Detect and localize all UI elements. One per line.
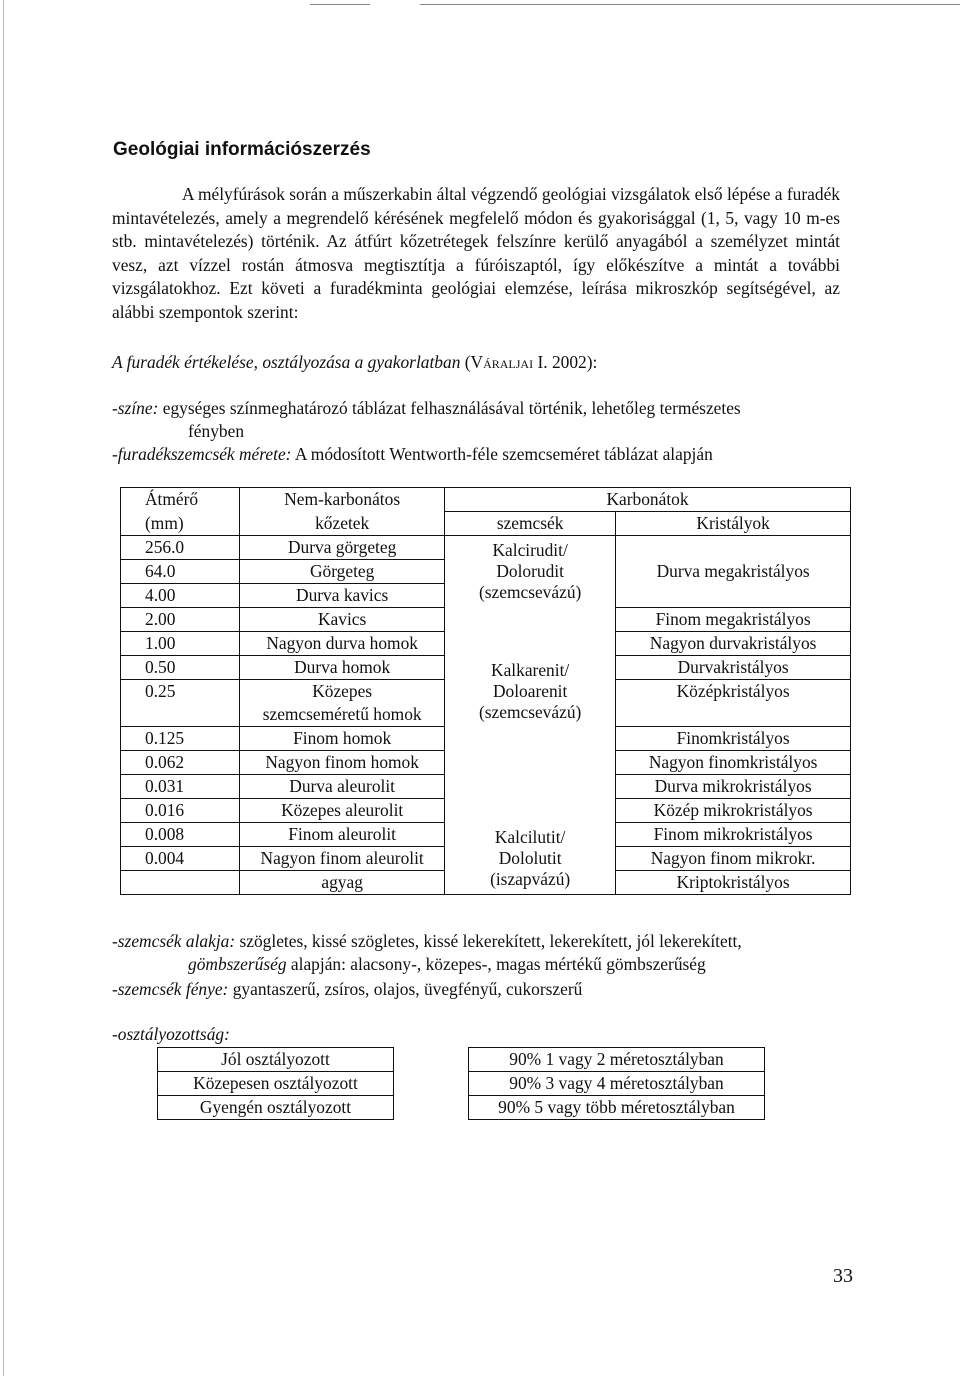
table-row: 0.008 Finom aleurolit Kalcilutit/ Dololutit (iszapvázú) Finom mikrokristályos [121, 823, 851, 847]
header-noncarbonate: Nem-karbonátos [240, 488, 445, 512]
table-header-row [121, 512, 851, 536]
table-row: 0.016 Közepes aleurolit Közép mikrokristályos [121, 799, 851, 823]
table-header-row [121, 488, 851, 512]
header-grain: szemcsék [445, 512, 616, 536]
table-row: 0.062 Nagyon finom homok Nagyon finomkristályos [121, 751, 851, 775]
table-row: 64.0 Görgeteg [121, 560, 851, 584]
table-row: Gyengén osztályozott 90% 5 vagy több méretosztályban [158, 1096, 765, 1120]
criterion-size: -furadékszemcsék mérete: A módosított Wentworth-féle szemcseméret táblázat alapján [112, 444, 713, 464]
criterion-color: -színe: egységes színmeghatározó táblázat felhasználásával történik, lehetőleg természetes fényben [112, 398, 741, 441]
table-row: 0.25 Közepes Középkristályos [121, 680, 851, 704]
table-row: 0.004 Nagyon finom aleurolit Nagyon finom mikrokr. [121, 847, 851, 871]
table-row: Jól osztályozott 90% 1 vagy 2 méretosztályban [158, 1048, 765, 1072]
criterion-shape: -szemcsék alakja: szögletes, kissé szögletes, kissé lekerekített, lekerekített, jól lekerekített, gömbszerűség alapján: alacsony-, közepes-, magas mértékű gömbszerűség [112, 931, 742, 974]
table-row: 0.031 Durva aleurolit Durva mikrokristályos [121, 775, 851, 799]
header-diameter: Átmérő [121, 488, 240, 512]
header-carbonate: Karbonátok [445, 488, 851, 512]
page-number: 33 [833, 1265, 853, 1287]
table-row: agyag Kriptokristályos [121, 871, 851, 895]
header-crystal: Kristályok [616, 512, 851, 536]
table-row: 4.00 Durva kavics [121, 584, 851, 608]
grain-size-table [120, 487, 851, 895]
carbonate-group-lutite: Kalcilutit/ Dololutit (iszapvázú) [445, 823, 616, 895]
scan-left-edge [3, 0, 4, 1376]
table-row: 0.125 Finom homok Finomkristályos [121, 727, 851, 751]
carbonate-group-arenite: Kalkarenit/ Doloarenit (szemcsevázú) [445, 632, 616, 751]
intro-paragraph: A mélyfúrások során a műszerkabin által végzendő geológiai vizsgálatok első lépése a furadék mintavételezés, amely a megrendelő kérésének megfelelő módon és gyakorisággal (1, 5, vagy 10 m-es stb. mintavételezés) történik. Az átfúrt kőzetrétegek felszínre kerülő anyagából a személyzet mintát vesz, azt vízzel rostán átmosva megtisztítja a fúróiszaptól, így előkészítve a mintát a további vizsgálatokhoz. Ezt követi a furadékminta geológiai elemzése, leírása mikroszkóp segítségével, az alábbi szempontok szerint: [112, 184, 840, 322]
table-row: Közepesen osztályozott 90% 3 vagy 4 méretosztályban [158, 1072, 765, 1096]
scan-top-rule [310, 4, 370, 5]
carbonate-group-rudite: Kalcirudit/ Dolorudit (szemcsevázú) [445, 536, 616, 608]
header-rock: kőzetek [240, 512, 445, 536]
criterion-sorting-label: -osztályozottság: [112, 1024, 230, 1044]
evaluation-subhead: A furadék értékelése, osztályozása a gyakorlatban (Váraljai I. 2002): [112, 352, 598, 372]
table-row: 2.00 Kavics Finom megakristályos [121, 608, 851, 632]
table-row: 0.50 Durva homok Durvakristályos [121, 656, 851, 680]
page-title: Geológiai információszerzés [113, 139, 371, 160]
scan-top-rule [420, 4, 960, 5]
table-row: szemcseméretű homok [121, 703, 851, 727]
table-row: 1.00 Nagyon durva homok Kalkarenit/ Doloarenit (szemcsevázú) Nagyon durvakristályos [121, 632, 851, 656]
criterion-luster: -szemcsék fénye: gyantaszerű, zsíros, olajos, üvegfényű, cukorszerű [112, 979, 583, 999]
table-row: 256.0 Durva görgeteg Kalcirudit/ Dolorudit (szemcsevázú) Durva megakristályos [121, 536, 851, 560]
header-unit: (mm) [121, 512, 240, 536]
sorting-table [157, 1047, 765, 1120]
